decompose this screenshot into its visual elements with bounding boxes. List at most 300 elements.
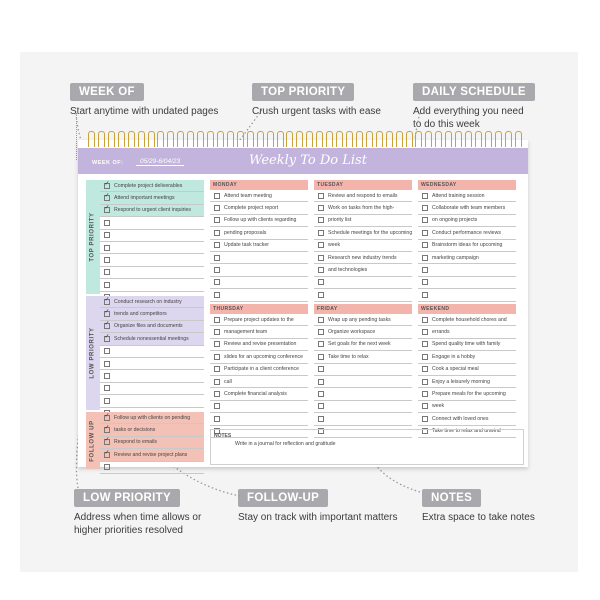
list-item-label: Complete project deliverables <box>114 182 183 189</box>
checkbox-icon[interactable] <box>422 416 428 422</box>
low-priority-list <box>100 296 204 410</box>
checkbox-icon[interactable] <box>214 267 220 273</box>
task-label: Connect with loved ones <box>432 415 489 422</box>
checkbox-icon[interactable] <box>318 416 324 422</box>
task-label: Complete financial analysis <box>224 391 287 398</box>
checkbox-icon[interactable] <box>422 354 428 360</box>
task-row[interactable] <box>314 314 412 326</box>
task-label: Collaborate with team members <box>432 205 506 212</box>
task-label: Review and revise presentation <box>224 341 297 348</box>
spiral-coil <box>445 131 452 147</box>
checkbox-icon[interactable] <box>214 329 220 335</box>
checkbox-icon[interactable] <box>214 391 220 397</box>
notes-text: Write in a journal for reflection and gratitude <box>235 441 336 447</box>
task-row[interactable] <box>418 413 516 425</box>
task-row[interactable] <box>314 339 412 351</box>
daily-schedule-text-line2: to do this week <box>413 119 480 130</box>
spiral-coil <box>406 131 413 147</box>
task-row[interactable] <box>210 277 308 289</box>
day-wednesday <box>418 180 516 314</box>
day-thursday <box>210 304 308 438</box>
spiral-coil <box>108 131 115 147</box>
checkbox-icon[interactable] <box>104 220 110 226</box>
task-row[interactable] <box>210 215 308 227</box>
list-item[interactable] <box>100 370 204 382</box>
spiral-coil <box>475 131 482 147</box>
task-row[interactable] <box>314 413 412 425</box>
task-label: Schedule meetings for the upcoming <box>328 229 412 236</box>
week-of-value: 05/29-6/04/23 <box>136 158 184 166</box>
spiral-coil <box>227 131 234 147</box>
day-header: FRIDAY <box>314 304 412 314</box>
checkbox-icon[interactable] <box>214 230 220 236</box>
list-item-label: Schedule nonessential meetings <box>114 335 189 342</box>
checkbox-icon[interactable] <box>104 245 110 251</box>
checkbox-icon[interactable] <box>104 336 110 342</box>
top-priority-text: Crush urgent tasks with ease <box>252 106 381 117</box>
checkbox-icon[interactable] <box>318 317 324 323</box>
spiral-coil <box>465 131 472 147</box>
list-item[interactable] <box>100 412 204 424</box>
spiral-coil <box>386 131 393 147</box>
spiral-coil <box>177 131 184 147</box>
task-label: Prepare project updates to the <box>224 316 294 323</box>
day-monday <box>210 180 308 314</box>
task-row[interactable] <box>210 326 308 338</box>
low-priority-text <box>74 511 201 537</box>
top-priority-label <box>86 180 100 294</box>
spiral-coil <box>237 131 244 147</box>
day-header: WEEKEND <box>418 304 516 314</box>
low-priority-tag: LOW PRIORITY <box>74 489 180 507</box>
checkbox-icon[interactable] <box>214 416 220 422</box>
spiral-coil <box>306 131 313 147</box>
planner-header <box>78 148 528 174</box>
checkbox-icon[interactable] <box>214 354 220 360</box>
list-item-label: tasks or decisions <box>114 427 156 434</box>
low-priority-text-line2: higher priorities resolved <box>74 525 183 536</box>
task-label: errands <box>432 329 450 336</box>
checkbox-icon[interactable] <box>318 267 324 273</box>
task-row[interactable] <box>314 264 412 276</box>
spiral-coil <box>485 131 492 147</box>
checkbox-icon[interactable] <box>104 439 110 445</box>
planner-page <box>78 140 528 467</box>
checkbox-icon[interactable] <box>318 279 324 285</box>
task-row[interactable] <box>314 227 412 239</box>
checkbox-icon[interactable] <box>422 193 428 199</box>
task-label: Organize workspace <box>328 329 376 336</box>
task-row[interactable] <box>314 388 412 400</box>
checkbox-icon[interactable] <box>214 366 220 372</box>
task-label: Update task tracker <box>224 242 269 249</box>
checkbox-icon[interactable] <box>422 205 428 211</box>
low-priority-section <box>86 296 204 410</box>
spiral-coil <box>415 131 422 147</box>
low-priority-label <box>86 296 100 410</box>
follow-up-label-text: FOLLOW UP <box>90 419 96 462</box>
task-row[interactable] <box>418 252 516 264</box>
week-of-label: WEEK OF: <box>92 160 124 166</box>
checkbox-icon[interactable] <box>214 255 220 261</box>
task-row[interactable] <box>418 388 516 400</box>
list-item[interactable] <box>100 346 204 358</box>
task-row[interactable] <box>314 240 412 252</box>
checkbox-icon[interactable] <box>422 267 428 273</box>
checkbox-icon[interactable] <box>318 292 324 298</box>
spiral-coil <box>157 131 164 147</box>
task-label: Follow up with clients regarding <box>224 217 297 224</box>
checkbox-icon[interactable] <box>104 348 110 354</box>
spiral-coil <box>366 131 373 147</box>
task-label: Research new industry trends <box>328 254 397 261</box>
list-item[interactable] <box>100 205 204 217</box>
checkbox-icon[interactable] <box>214 279 220 285</box>
task-label: and technologies <box>328 267 368 274</box>
spiral-coil <box>326 131 333 147</box>
task-label: Complete household chores and <box>432 316 507 323</box>
spiral-coil <box>425 131 432 147</box>
task-label: pending proposals <box>224 229 267 236</box>
checkbox-icon[interactable] <box>104 398 110 404</box>
list-item[interactable] <box>100 333 204 345</box>
spiral-coil <box>356 131 363 147</box>
task-row[interactable] <box>314 289 412 301</box>
task-row[interactable] <box>210 252 308 264</box>
checkbox-icon[interactable] <box>422 242 428 248</box>
checkbox-icon[interactable] <box>422 329 428 335</box>
checkbox-icon[interactable] <box>214 403 220 409</box>
checkbox-icon[interactable] <box>318 205 324 211</box>
task-row[interactable] <box>418 227 516 239</box>
checkbox-icon[interactable] <box>422 230 428 236</box>
task-label: Wrap up any pending tasks <box>328 316 391 323</box>
task-row[interactable] <box>210 240 308 252</box>
task-row[interactable] <box>210 401 308 413</box>
task-label: Complete project report <box>224 205 279 212</box>
checkbox-icon[interactable] <box>318 366 324 372</box>
callout-follow-up <box>238 489 398 524</box>
task-label: Brainstorm ideas for upcoming <box>432 242 503 249</box>
task-row[interactable] <box>210 202 308 214</box>
checkbox-icon[interactable] <box>318 403 324 409</box>
task-row[interactable] <box>210 314 308 326</box>
checkbox-icon[interactable] <box>318 341 324 347</box>
checkbox-icon[interactable] <box>422 255 428 261</box>
list-item[interactable] <box>100 321 204 333</box>
task-row[interactable] <box>210 190 308 202</box>
spiral-coil <box>167 131 174 147</box>
top-priority-tag: TOP PRIORITY <box>252 83 354 101</box>
task-row[interactable] <box>314 277 412 289</box>
task-row[interactable] <box>210 376 308 388</box>
task-label: week <box>432 403 445 410</box>
task-label: Attend team meeting <box>224 192 272 199</box>
list-item[interactable] <box>100 254 204 266</box>
connector-week-of <box>76 113 77 160</box>
task-row[interactable] <box>418 202 516 214</box>
checkbox-icon[interactable] <box>214 217 220 223</box>
follow-up-text: Stay on track with important matters <box>238 512 398 523</box>
spiral-coil <box>296 131 303 147</box>
spiral-coil <box>247 131 254 147</box>
spiral-coil <box>197 131 204 147</box>
day-header: MONDAY <box>210 180 308 190</box>
checkbox-icon[interactable] <box>104 282 110 288</box>
list-item-label: Review and revise project plans <box>114 451 188 458</box>
spiral-coil <box>376 131 383 147</box>
task-label: Review and respond to emails <box>328 192 398 199</box>
task-label: week <box>328 242 341 249</box>
checkbox-icon[interactable] <box>104 257 110 263</box>
spiral-coil <box>495 131 502 147</box>
list-item[interactable] <box>100 180 204 192</box>
checkbox-icon[interactable] <box>214 379 220 385</box>
planner-title: Weekly To Do List <box>249 153 367 168</box>
checkbox-icon[interactable] <box>104 311 110 317</box>
task-row[interactable] <box>418 215 516 227</box>
callout-week-of <box>70 83 218 118</box>
low-priority-text-line1: Address when time allows or <box>74 512 202 523</box>
checkbox-icon[interactable] <box>214 341 220 347</box>
checkbox-icon[interactable] <box>104 385 110 391</box>
task-label: management team <box>224 329 268 336</box>
task-label: Work on tasks from the high- <box>328 205 395 212</box>
task-row[interactable] <box>314 376 412 388</box>
checkbox-icon[interactable] <box>104 361 110 367</box>
list-item[interactable] <box>100 296 204 308</box>
day-tuesday <box>314 180 412 314</box>
spiral-coil <box>138 131 145 147</box>
spiral-coil <box>336 131 343 147</box>
checkbox-icon[interactable] <box>422 403 428 409</box>
low-priority-label-text: LOW PRIORITY <box>90 327 97 379</box>
notes-area[interactable] <box>210 429 524 465</box>
notes-tag: NOTES <box>422 489 481 507</box>
task-label: Cook a special meal <box>432 366 479 373</box>
daily-schedule-text <box>413 105 524 131</box>
task-label: priority list <box>328 217 352 224</box>
list-item-label: Follow up with clients on pending <box>114 414 191 421</box>
checkbox-icon[interactable] <box>104 373 110 379</box>
checkbox-icon[interactable] <box>104 232 110 238</box>
list-item[interactable] <box>100 279 204 291</box>
spiral-coil <box>148 131 155 147</box>
list-item[interactable] <box>100 358 204 370</box>
task-row[interactable] <box>210 351 308 363</box>
task-row[interactable] <box>210 264 308 276</box>
week-of-text: Start anytime with undated pages <box>70 106 219 117</box>
spiral-coil <box>435 131 442 147</box>
task-row[interactable] <box>418 326 516 338</box>
day-header: THURSDAY <box>210 304 308 314</box>
task-label: on ongoing projects <box>432 217 478 224</box>
checkbox-icon[interactable] <box>422 366 428 372</box>
top-priority-label-text: TOP PRIORITY <box>90 212 97 262</box>
checkbox-icon[interactable] <box>318 230 324 236</box>
task-row[interactable] <box>418 264 516 276</box>
checkbox-icon[interactable] <box>318 217 324 223</box>
task-row[interactable] <box>418 240 516 252</box>
spiral-coil <box>316 131 323 147</box>
top-priority-section <box>86 180 204 294</box>
checkbox-icon[interactable] <box>104 323 110 329</box>
task-row[interactable] <box>418 277 516 289</box>
list-item[interactable] <box>100 383 204 395</box>
checkbox-icon[interactable] <box>104 427 110 433</box>
list-item[interactable] <box>100 192 204 204</box>
daily-schedule-tag: DAILY SCHEDULE <box>413 83 535 101</box>
task-row[interactable] <box>210 388 308 400</box>
spiral-binding <box>80 131 530 147</box>
task-label: Take time to relax <box>328 353 369 360</box>
task-row[interactable] <box>314 326 412 338</box>
task-row[interactable] <box>314 202 412 214</box>
checkbox-icon[interactable] <box>318 193 324 199</box>
checkbox-icon[interactable] <box>104 415 110 421</box>
spiral-coil <box>128 131 135 147</box>
checkbox-icon[interactable] <box>318 354 324 360</box>
task-row[interactable] <box>210 413 308 425</box>
list-item[interactable] <box>100 395 204 407</box>
task-row[interactable] <box>210 339 308 351</box>
checkbox-icon[interactable] <box>422 391 428 397</box>
spiral-coil <box>207 131 214 147</box>
checkbox-icon[interactable] <box>104 183 110 189</box>
checkbox-icon[interactable] <box>422 379 428 385</box>
day-friday <box>314 304 412 438</box>
task-row[interactable] <box>314 401 412 413</box>
task-row[interactable] <box>418 289 516 301</box>
task-label: slides for an upcoming conference <box>224 353 304 360</box>
task-row[interactable] <box>314 364 412 376</box>
list-item-label: trends and competitors <box>114 311 167 318</box>
task-label: Set goals for the next week <box>328 341 391 348</box>
task-row[interactable] <box>314 351 412 363</box>
task-row[interactable] <box>314 215 412 227</box>
checkbox-icon[interactable] <box>214 205 220 211</box>
day-weekend <box>418 304 516 438</box>
checkbox-icon[interactable] <box>214 242 220 248</box>
follow-up-tag: FOLLOW-UP <box>238 489 328 507</box>
checkbox-icon[interactable] <box>422 317 428 323</box>
callout-low-priority <box>74 489 201 537</box>
checkbox-icon[interactable] <box>318 379 324 385</box>
task-row[interactable] <box>314 190 412 202</box>
task-label: Take time to relax and unwind <box>432 428 501 435</box>
checkbox-icon[interactable] <box>422 217 428 223</box>
list-item[interactable] <box>100 230 204 242</box>
task-row[interactable] <box>418 351 516 363</box>
spiral-coil <box>277 131 284 147</box>
list-item[interactable] <box>100 242 204 254</box>
follow-up-label <box>86 412 100 469</box>
list-item[interactable] <box>100 462 204 474</box>
checkbox-icon[interactable] <box>104 464 110 470</box>
list-item[interactable] <box>100 308 204 320</box>
top-priority-list <box>100 180 204 294</box>
checkbox-icon[interactable] <box>422 341 428 347</box>
spiral-coil <box>217 131 224 147</box>
task-label: Enjoy a leisurely morning <box>432 378 490 385</box>
checkbox-icon[interactable] <box>104 452 110 458</box>
spiral-coil <box>505 131 512 147</box>
task-row[interactable] <box>418 339 516 351</box>
list-item-label: Respond to emails <box>114 439 157 446</box>
task-row[interactable] <box>210 227 308 239</box>
day-header: TUESDAY <box>314 180 412 190</box>
task-row[interactable] <box>418 364 516 376</box>
callout-top-priority <box>252 83 381 118</box>
task-label: marketing campaign <box>432 254 479 261</box>
notes-callout-text: Extra space to take notes <box>422 512 535 523</box>
spiral-coil <box>396 131 403 147</box>
task-label: Prepare meals for the upcoming <box>432 391 506 398</box>
task-row[interactable] <box>418 376 516 388</box>
spiral-coil <box>346 131 353 147</box>
callout-notes <box>422 489 535 524</box>
spiral-coil <box>267 131 274 147</box>
list-item[interactable] <box>100 437 204 449</box>
task-label: Spend quality time with family <box>432 341 501 348</box>
checkbox-icon[interactable] <box>104 269 110 275</box>
week-of-tag: WEEK OF <box>70 83 144 101</box>
list-item[interactable] <box>100 424 204 436</box>
checkbox-icon[interactable] <box>318 391 324 397</box>
checkbox-icon[interactable] <box>214 193 220 199</box>
list-item[interactable] <box>100 267 204 279</box>
task-row[interactable] <box>314 252 412 264</box>
task-row[interactable] <box>210 364 308 376</box>
notes-label: NOTES <box>214 433 232 439</box>
follow-up-section <box>86 412 204 469</box>
checkbox-icon[interactable] <box>318 255 324 261</box>
spiral-coil <box>98 131 105 147</box>
task-label: Participate in a client conference <box>224 366 299 373</box>
list-item-label: Organize files and documents <box>114 323 183 330</box>
task-row[interactable] <box>210 289 308 301</box>
task-row[interactable] <box>418 190 516 202</box>
callout-daily-schedule <box>413 83 535 131</box>
checkbox-icon[interactable] <box>214 292 220 298</box>
spiral-coil <box>515 131 522 147</box>
follow-up-list <box>100 412 204 469</box>
checkbox-icon[interactable] <box>318 329 324 335</box>
list-item-label: Conduct research on industry <box>114 298 182 305</box>
checkbox-icon[interactable] <box>422 279 428 285</box>
checkbox-icon[interactable] <box>318 242 324 248</box>
checkbox-icon[interactable] <box>422 292 428 298</box>
spiral-coil <box>88 131 95 147</box>
checkbox-icon[interactable] <box>104 195 110 201</box>
spiral-coil <box>118 131 125 147</box>
task-row[interactable] <box>418 314 516 326</box>
spiral-coil <box>286 131 293 147</box>
task-label: Engage in a hobby <box>432 353 476 360</box>
list-item[interactable] <box>100 217 204 229</box>
task-row[interactable] <box>418 401 516 413</box>
spiral-coil <box>187 131 194 147</box>
day-header: WEDNESDAY <box>418 180 516 190</box>
list-item[interactable] <box>100 449 204 461</box>
task-label: call <box>224 378 232 385</box>
checkbox-icon[interactable] <box>104 299 110 305</box>
checkbox-icon[interactable] <box>104 207 110 213</box>
spiral-coil <box>257 131 264 147</box>
checkbox-icon[interactable] <box>214 317 220 323</box>
task-label: Conduct performance reviews <box>432 229 501 236</box>
spiral-coil <box>455 131 462 147</box>
